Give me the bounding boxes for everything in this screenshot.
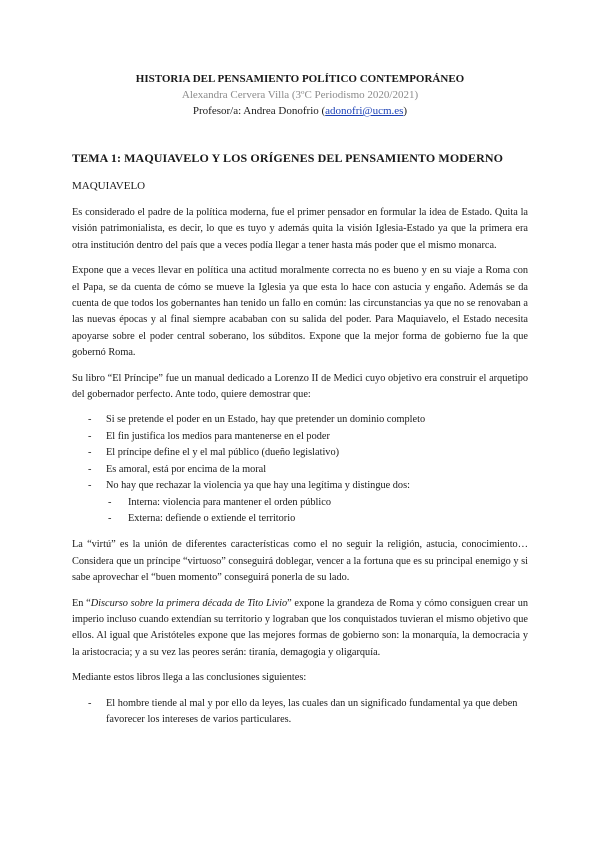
author-line: Alexandra Cervera Villa (3ºC Periodismo 2020/2021): [181, 89, 419, 101]
document-header: [0, 72, 600, 119]
list-item-violencia: [72, 478, 528, 527]
paragraph-6: Mediante estos libros llega a las conclusiones siguientes:: [72, 672, 307, 684]
list-item: - El fin justifica los medios para mantenerse en el poder: [72, 429, 528, 445]
sublist-item: - Interna: violencia para mantener el orden público: [106, 495, 528, 511]
professor-suffix: ): [403, 105, 408, 117]
violencia-sublist: [106, 495, 528, 528]
paragraph-2: Expone que a veces llevar en política una actitud moralmente correcta no es bueno y en su viaje a Roma con el Papa, se da cuenta de cómo se mueve la Iglesia ya que esta lo hace con astucia y engaño. Además se da cuenta de que todos los gobernantes han tenido un fallo en común: las circunstancias ya que no se renovaban a las nuevas épocas y al final siempre acababan con su salida del poder. Para Maquiavelo, el Estado necesita apoyarse sobre el poder central soberano, los súbditos. Expone que la mejor forma de gobierno fue la que gobernó Roma.: [72, 265, 528, 359]
document-body: [72, 205, 528, 738]
conclusiones-list: [72, 696, 528, 729]
document-title: HISTORIA DEL PENSAMIENTO POLÍTICO CONTEMPORÁNEO: [135, 73, 465, 85]
paragraph-5: [72, 596, 528, 662]
list-item: - Si se pretende el poder en un Estado, hay que pretender un dominio completo: [72, 412, 528, 428]
paragraph-5-rest: ” expone la grandeza de Roma y cómo consiguen crear un imperio incluso cuando extendían su territorio y lograban que los conquistados tuvieran el mismo objetivo que ellos. Al igual que Aristóteles expone que las mejores formas de gobierno son: la monarquía, la democracia y la aristocracia; y a su vez las peores serán: tiranía, demagogia y oligarquía.: [72, 597, 528, 658]
section-subheading: MAQUIAVELO: [72, 180, 146, 192]
paragraph-3: Su libro “El Príncipe” fue un manual dedicado a Lorenzo II de Medici cuyo objetivo era construir el arquetipo del gobernador perfecto. Ante todo, quiere demostrar que:: [72, 372, 528, 401]
sublist-item: - Externa: defiende o extiende el territorio: [106, 511, 528, 527]
paragraph-5-prefix: En “: [72, 597, 91, 609]
professor-prefix: Profesor/a: Andrea Donofrio (: [192, 105, 326, 117]
professor-email-link[interactable]: adonofri@ucm.es: [325, 105, 404, 117]
professor-line: [0, 103, 600, 119]
list-item: - Es amoral, está por encima de la moral: [72, 462, 528, 478]
paragraph-4: La “virtú” es la unión de diferentes características como el no seguir la religión, astucia, conocimiento… Considera que un príncipe “virtuoso” conseguirá doblegar, vencer a la fortuna que es su principal enemigo y si sabe aprovechar el “buen momento” conseguirá ponerla de su lado.: [72, 539, 528, 584]
list-item: - El hombre tiende al mal y por ello da leyes, las cuales dan un significado fundamental ya que deben favorecer los intereses de varios particulares.: [72, 696, 528, 729]
paragraph-1: Es considerado el padre de la política moderna, fue el primer pensador en formular la idea de Estado. Quita la visión patrimonialista, es decir, lo que es tuyo y además quita la visión Iglesia-Estado ya que la primera era otra institución dentro del país que a veces podía llegar a tener hasta más poder que el mismo monarca.: [72, 207, 528, 251]
book-title-italic: Discurso sobre la primera década de Tito Livio: [90, 597, 288, 609]
list-item: - El príncipe define el y el mal público (dueño legislativo): [72, 445, 528, 461]
list-item-label: No hay que rechazar la violencia ya que hay una legítima y distingue dos:: [106, 480, 410, 492]
section-title: TEMA 1: MAQUIAVELO Y LOS ORÍGENES DEL PENSAMIENTO MODERNO: [72, 151, 504, 165]
principe-list: [72, 412, 528, 527]
